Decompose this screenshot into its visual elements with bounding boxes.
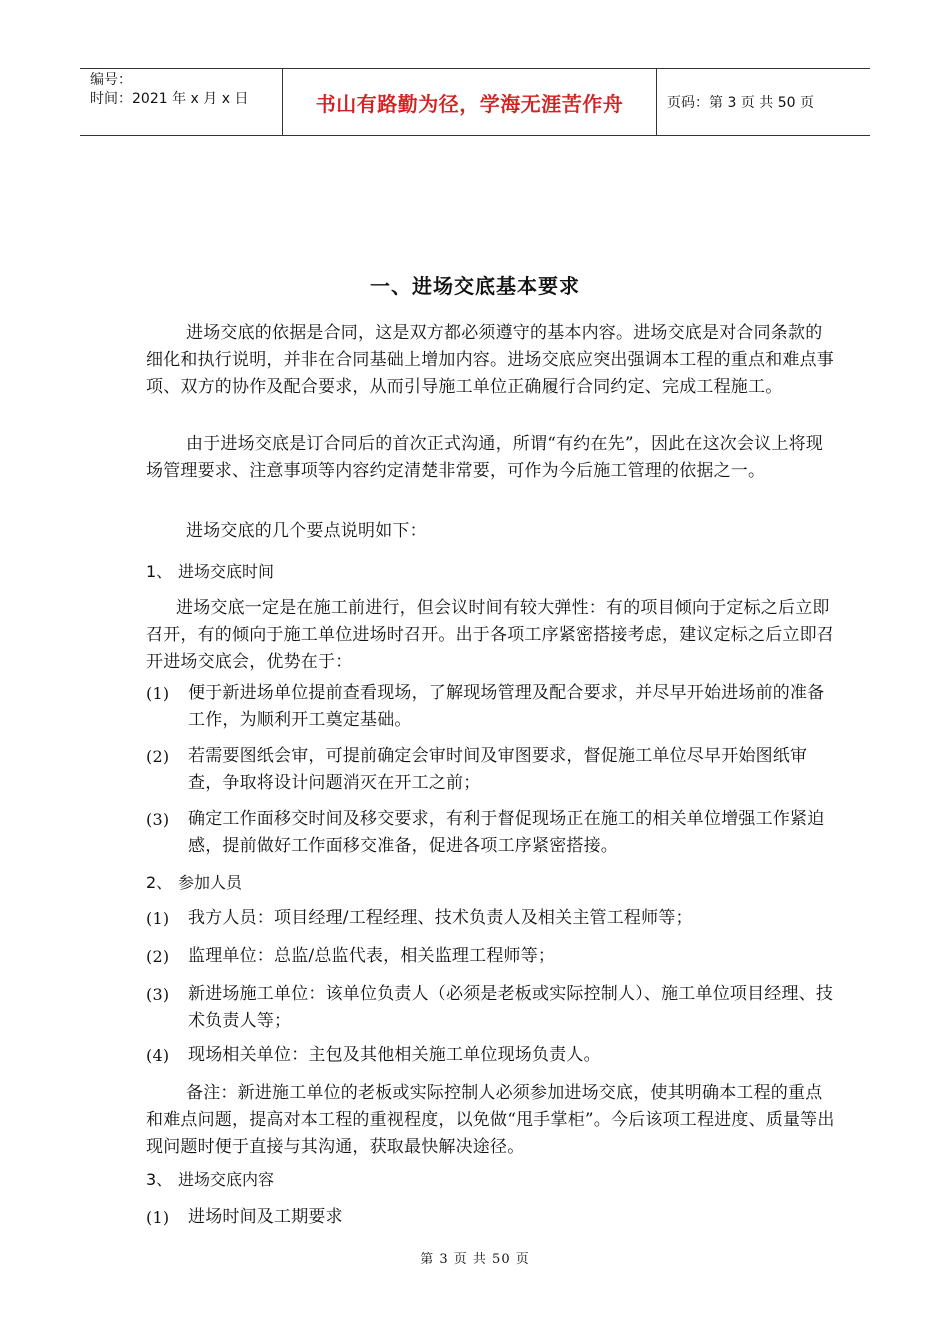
section-1-title: 进场交底时间	[178, 562, 275, 581]
list-item	[146, 943, 836, 970]
intro-paragraph-2: 由于进场交底是订合同后的首次正式沟通，所谓“有约在先”，因此在这次会议上将现场管理要求、注意事项等内容约定清楚非常要，可作为今后施工管理的依据之一。	[146, 434, 823, 481]
list-item	[146, 743, 836, 797]
page-footer: 第 3 页 共 50 页	[420, 1252, 530, 1267]
list-item-text: 确定工作面移交时间及移交要求，有利于督促现场正在施工的相关单位增强工作紧迫感，提前做好工作面移交准备，促进各项工序紧密搭接。	[188, 809, 825, 856]
list-item-text: 便于新进场单位提前查看现场，了解现场管理及配合要求，并尽早开始进场前的准备工作，为顺利开工奠定基础。	[188, 683, 825, 730]
list-item	[146, 1042, 836, 1069]
section-2-title: 参加人员	[178, 873, 243, 892]
list-item	[146, 905, 836, 932]
list-item-text: 现场相关单位：主包及其他相关施工单位现场负责人。	[188, 1045, 601, 1065]
list-item-text: 监理单位：总监/总监代表，相关监理工程师等；	[188, 946, 556, 966]
header-page-info: 页码：第 3 页 共 50 页	[667, 95, 814, 111]
header-date: 时间：2021 年 x 月 x 日	[90, 91, 249, 107]
header-code-label: 编号：	[90, 72, 132, 88]
header-meta	[80, 69, 283, 135]
section-3-number: 3、	[146, 1170, 173, 1189]
section-2-note: 备注：新进施工单位的老板或实际控制人必须参加进场交底，使其明确本工程的重点和难点问题，提高对本工程的重视程度，以免做“甩手掌柜”。今后该项工程进度、质量等出现问题时便于直接与其沟通，获取最快解决途径。	[146, 1083, 835, 1157]
section-1-paragraph: 进场交底一定是在施工前进行，但会议时间有较大弹性：有的项目倾向于定标之后立即召开，有的倾向于施工单位进场时召开。出于各项工序紧密搭接考虑，建议定标之后立即召开进场交底会，优势在于：	[146, 598, 834, 672]
list-item-marker: (3)	[146, 985, 170, 1004]
header-motto: 书山有路勤为径，学海无涯苦作舟	[283, 69, 657, 135]
list-item	[146, 680, 836, 734]
list-item-marker: (1)	[146, 1208, 170, 1227]
section-1-number: 1、	[146, 562, 173, 581]
section-title: 一、进场交底基本要求	[370, 274, 580, 298]
section-3-title: 进场交底内容	[178, 1170, 275, 1189]
list-item-marker: (2)	[146, 947, 170, 966]
list-item	[146, 981, 836, 1035]
list-item-marker: (1)	[146, 684, 170, 703]
section-1-heading	[146, 561, 274, 583]
intro-paragraph-3: 进场交底的几个要点说明如下：	[186, 521, 427, 541]
list-item-marker: (4)	[146, 1046, 170, 1065]
section-3-heading	[146, 1169, 274, 1191]
section-2-heading	[146, 872, 242, 894]
list-item-marker: (2)	[146, 747, 170, 766]
list-item-text: 我方人员：项目经理/工程经理、技术负责人及相关主管工程师等；	[188, 908, 693, 928]
list-item-text: 新进场施工单位：该单位负责人（必须是老板或实际控制人）、施工单位项目经理、技术负责人等；	[188, 984, 834, 1031]
list-item	[146, 1204, 836, 1231]
list-item-marker: (1)	[146, 909, 170, 928]
list-item-text: 若需要图纸会审，可提前确定会审时间及审图要求，督促施工单位尽早开始图纸审查，争取将设计问题消灭在开工之前；	[188, 746, 808, 793]
section-2-number: 2、	[146, 873, 173, 892]
list-item-marker: (3)	[146, 810, 170, 829]
list-item	[146, 806, 836, 860]
list-item-text: 进场时间及工期要求	[188, 1207, 343, 1227]
page-header	[80, 68, 870, 136]
intro-paragraph-1: 进场交底的依据是合同，这是双方都必须遵守的基本内容。进场交底是对合同条款的细化和执行说明，并非在合同基础上增加内容。进场交底应突出强调本工程的重点和难点事项、双方的协作及配合要求，从而引导施工单位正确履行合同约定、完成工程施工。	[146, 323, 834, 397]
